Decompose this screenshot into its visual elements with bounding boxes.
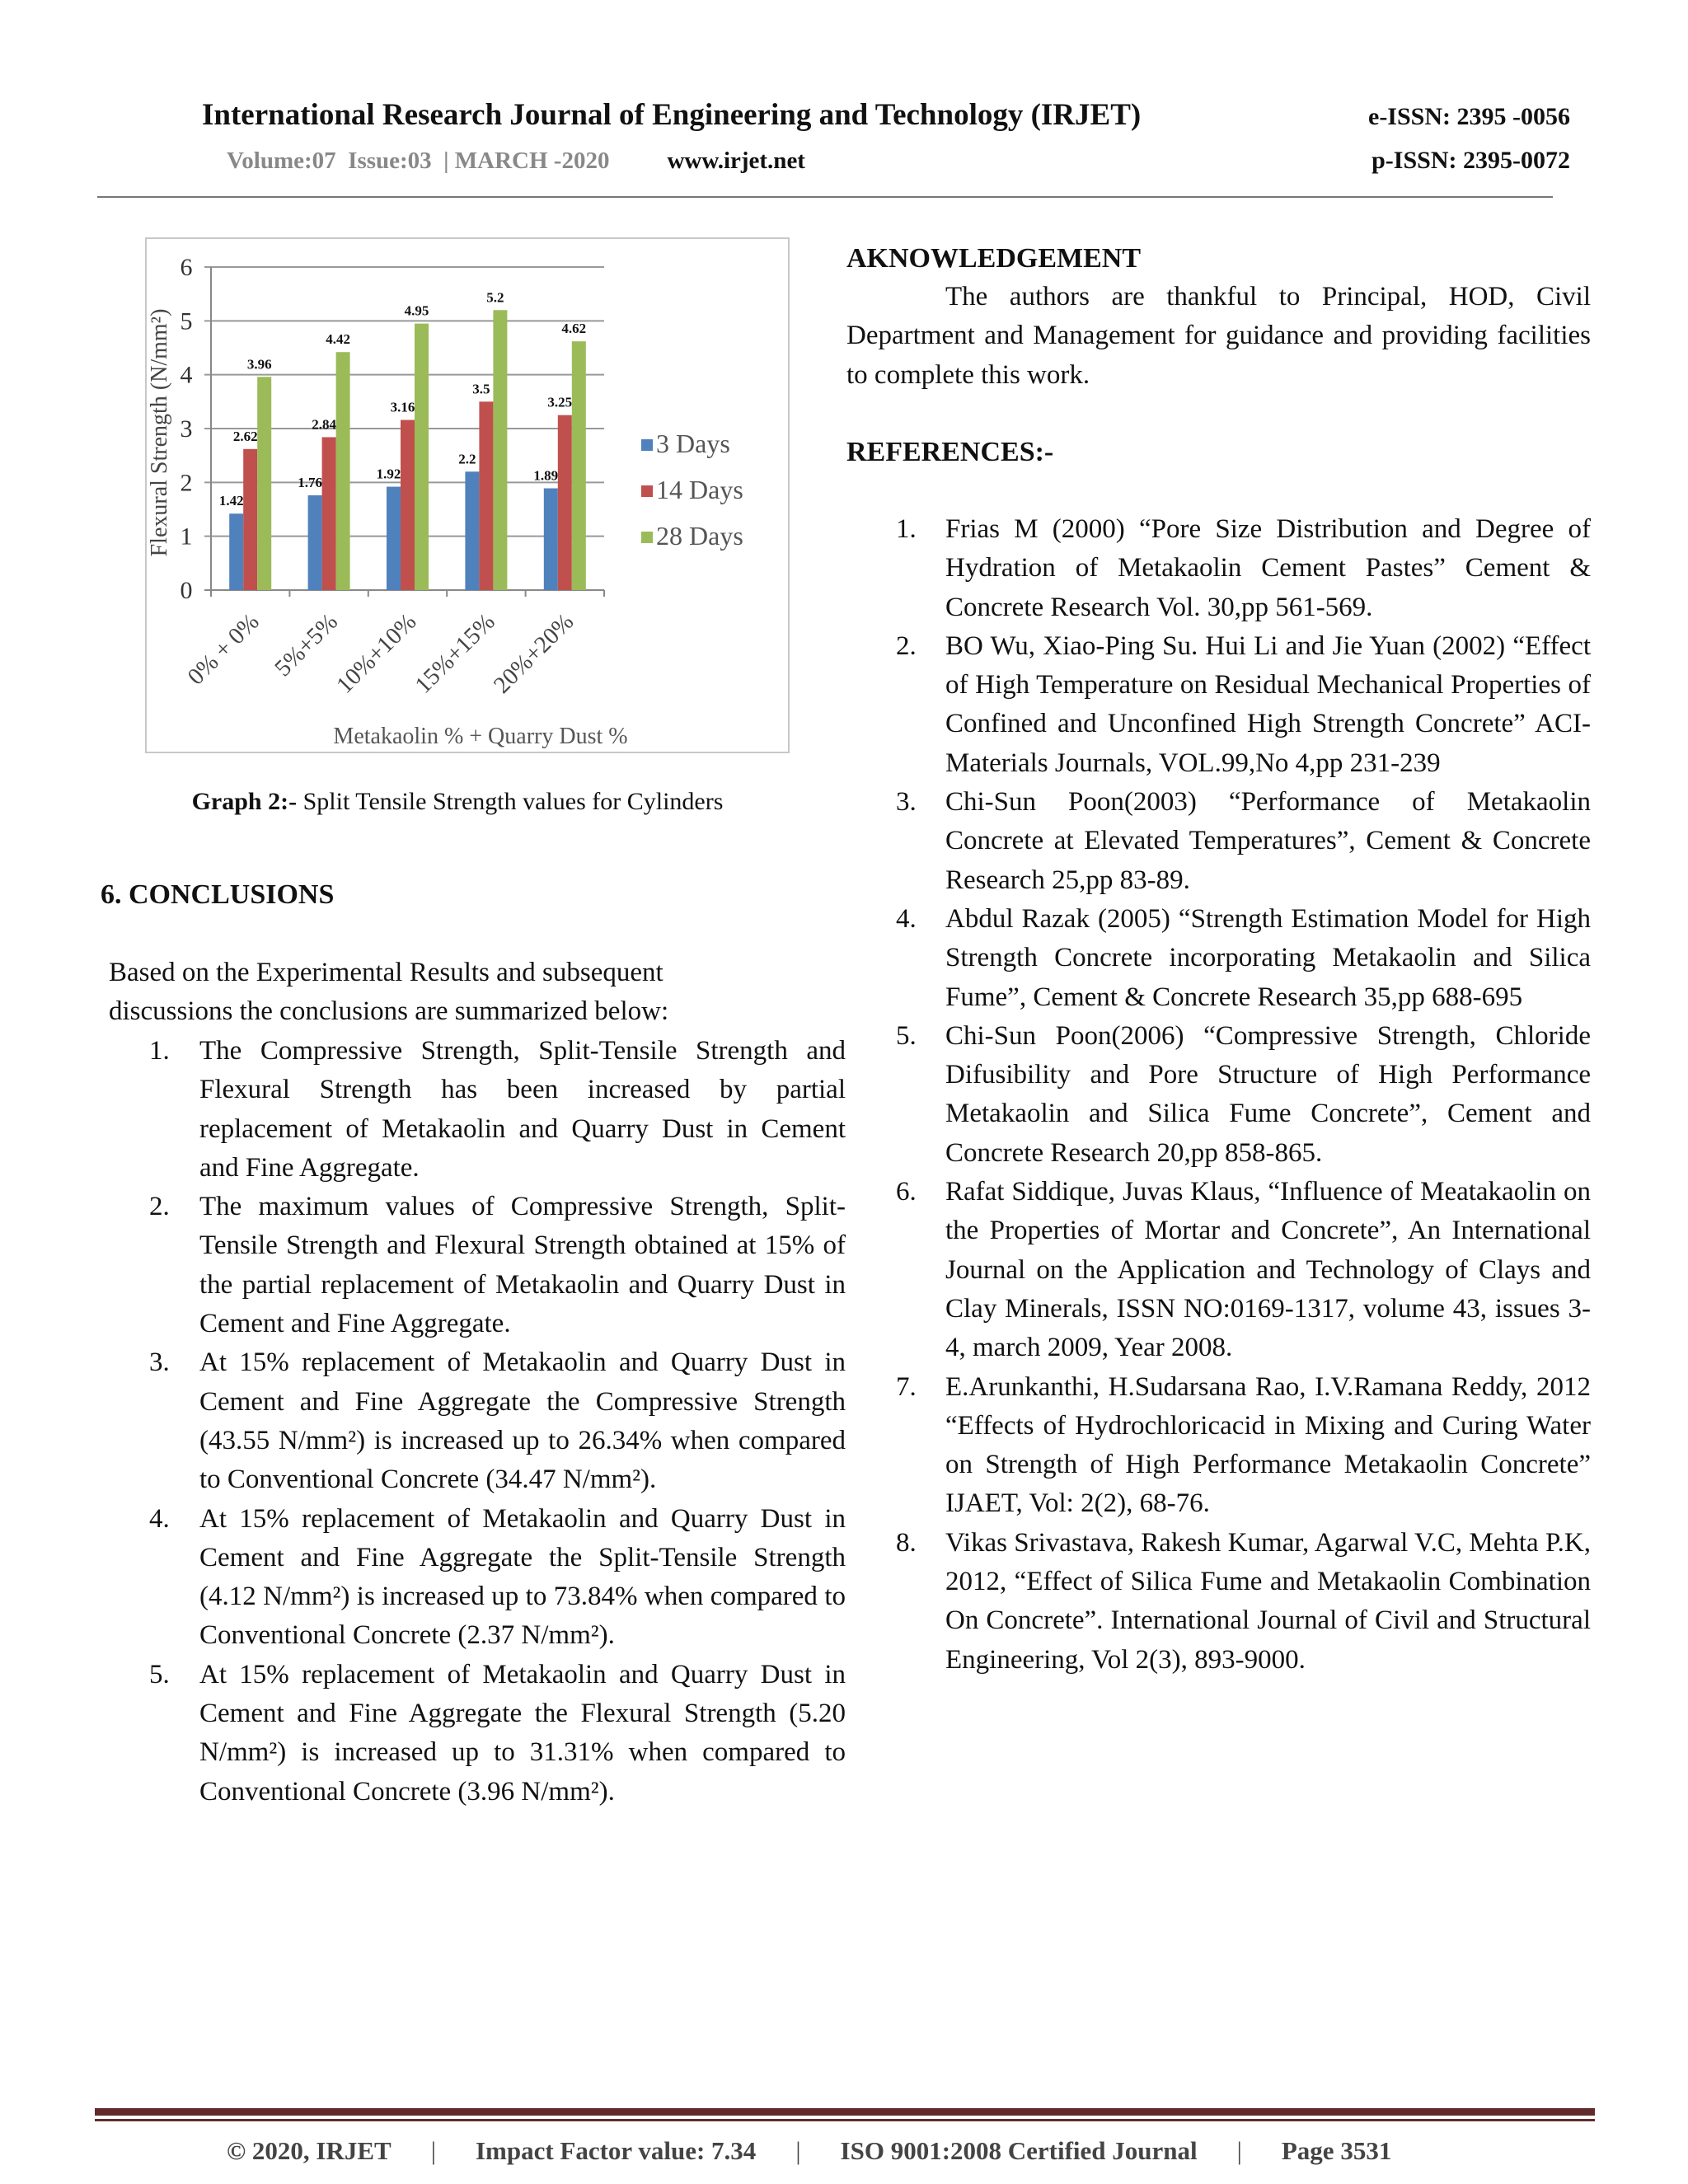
list-number: 3. bbox=[149, 1347, 170, 1378]
footer-separator: | bbox=[430, 2136, 436, 2165]
header-divider bbox=[97, 196, 1553, 198]
list-number: 5. bbox=[149, 1659, 170, 1690]
x-tick-label: 5%+5% bbox=[270, 608, 344, 682]
data-label: 3.16 bbox=[390, 399, 415, 415]
list-number: 2. bbox=[149, 1192, 170, 1222]
bar-3-days bbox=[465, 471, 479, 590]
list-text: At 15% replacement of Metakaolin and Quarry Dust in Cement and Fine Aggregate the Flexural Strength (5.20 N/mm²) is increased up to 31.31% when compared to Conventional Concrete (3.96 N/mm²). bbox=[199, 1659, 846, 1807]
acknowledgement-heading: AKNOWLEDGEMENT bbox=[846, 243, 1142, 274]
list-number: 3. bbox=[896, 787, 917, 818]
list-item bbox=[149, 1188, 846, 1343]
legend-swatch bbox=[641, 532, 653, 543]
list-text: At 15% replacement of Metakaolin and Quarry Dust in Cement and Fine Aggregate the Compressive Strength (43.55 N/mm²) is increased up to 26.34% when compared to Conventional Concrete (34.47 N/mm²). bbox=[199, 1347, 846, 1495]
data-label: 3.25 bbox=[547, 394, 573, 410]
conclusions-intro bbox=[109, 954, 851, 1032]
list-item bbox=[149, 1343, 846, 1499]
intro-line: discussions the conclusions are summarized below: bbox=[109, 996, 669, 1027]
bar-3-days bbox=[308, 495, 322, 590]
caption-label: Graph 2:- bbox=[191, 788, 298, 815]
list-number: 4. bbox=[149, 1503, 170, 1534]
list-item bbox=[896, 1173, 1591, 1367]
bar-28-days bbox=[336, 352, 350, 590]
list-text: Chi-Sun Poon(2003) “Performance of Metakaolin Concrete at Elevated Temperatures”, Cement & Concrete Research 25,pp 83-89. bbox=[945, 787, 1591, 895]
conclusions-heading: 6. CONCLUSIONS bbox=[101, 879, 335, 910]
volume-issue: Volume:07 Issue:03 | MARCH -2020 bbox=[227, 148, 610, 174]
list-number: 6. bbox=[896, 1177, 917, 1207]
x-tick-label: 10%+10% bbox=[331, 608, 422, 699]
list-item bbox=[896, 1017, 1591, 1173]
y-tick-label: 4 bbox=[180, 361, 193, 389]
data-label: 4.42 bbox=[326, 331, 350, 348]
x-tick-label: 15%+15% bbox=[410, 608, 500, 699]
caption-text: Split Tensile Strength values for Cylinders bbox=[297, 788, 724, 815]
legend-swatch bbox=[641, 439, 653, 451]
legend-swatch bbox=[641, 485, 653, 497]
data-label: 5.2 bbox=[486, 289, 504, 306]
chart-svg bbox=[147, 239, 788, 752]
list-item bbox=[896, 510, 1591, 627]
list-number: 5. bbox=[896, 1020, 917, 1051]
flexural-strength-chart bbox=[145, 237, 790, 753]
list-item bbox=[896, 900, 1591, 1017]
bar-14-days bbox=[322, 437, 336, 590]
footer-rule bbox=[95, 2119, 1595, 2121]
y-tick-label: 0 bbox=[180, 577, 193, 604]
bar-28-days bbox=[572, 341, 586, 590]
bar-14-days bbox=[401, 420, 415, 590]
y-tick-label: 6 bbox=[180, 254, 193, 281]
data-label: 2.2 bbox=[458, 451, 476, 467]
bar-14-days bbox=[243, 449, 257, 590]
footer-iso: ISO 9001:2008 Certified Journal bbox=[840, 2136, 1198, 2165]
bar-3-days bbox=[229, 513, 243, 590]
y-tick-label: 2 bbox=[180, 469, 193, 497]
list-text: At 15% replacement of Metakaolin and Quarry Dust in Cement and Fine Aggregate the Split-Tensile Strength (4.12 N/mm²) is increased up to 73.84% when compared to Conventional Concrete (2.37 N/mm²). bbox=[199, 1503, 846, 1651]
figure-caption bbox=[99, 788, 816, 816]
p-issn: p-ISSN: 2395-0072 bbox=[1372, 147, 1570, 174]
list-item bbox=[896, 1524, 1591, 1680]
data-label: 4.95 bbox=[404, 302, 429, 319]
footer bbox=[227, 2136, 1512, 2166]
y-tick-label: 3 bbox=[180, 415, 193, 443]
list-text: The maximum values of Compressive Strength, Split-Tensile Strength and Flexural Strength obtained at 15% of the partial replacement of Metakaolin and Quarry Dust in Cement and Fine Aggregate. bbox=[199, 1192, 846, 1339]
journal-title: International Research Journal of Engineering and Technology (IRJET) bbox=[202, 98, 1142, 132]
list-item bbox=[149, 1500, 846, 1656]
list-text: Rafat Siddique, Juvas Klaus, “Influence of Meatakaolin on the Properties of Mortar and Concrete”, An International Journal on the Application and Technology of Clays and Clay Minerals, ISSN NO:0169-1317, volume 43, issues 3-4, march 2009, Year 2008. bbox=[945, 1177, 1591, 1363]
y-axis-label: Flexural Strength (N/mm²) bbox=[147, 308, 172, 557]
y-tick-label: 5 bbox=[180, 307, 193, 335]
conclusions-list bbox=[149, 1032, 846, 1811]
list-item bbox=[149, 1032, 846, 1188]
references-heading: REFERENCES:- bbox=[846, 437, 1054, 467]
header-row-volume bbox=[227, 147, 1570, 175]
data-label: 4.62 bbox=[561, 321, 587, 337]
y-tick-label: 1 bbox=[180, 523, 193, 551]
legend-label: 28 Days bbox=[656, 521, 743, 551]
list-text: BO Wu, Xiao-Ping Su. Hui Li and Jie Yuan (2002) “Effect of High Temperature on Residual Mechanical Properties of Confined and Unconfined High Strength Concrete” ACI-Materials Journals, VOL.99,No 4,pp 231-239 bbox=[945, 630, 1591, 778]
footer-copyright: © 2020, IRJET bbox=[227, 2136, 392, 2165]
x-axis-label: Metakaolin % + Quarry Dust % bbox=[333, 724, 628, 749]
list-number: 8. bbox=[896, 1527, 917, 1558]
header-row-title bbox=[202, 97, 1570, 133]
list-text: The Compressive Strength, Split-Tensile Strength and Flexural Strength has been increased by partial replacement of Metakaolin and Quarry Dust in Cement and Fine Aggregate. bbox=[199, 1036, 846, 1183]
data-label: 2.62 bbox=[232, 428, 258, 444]
list-item bbox=[896, 783, 1591, 900]
list-text: E.Arunkanthi, H.Sudarsana Rao, I.V.Ramana Reddy, 2012 “Effects of Hydrochloricacid in Mixing and Curing Water on Strength of High Performance Metakaolin Concrete” IJAET, Vol: 2(2), 68-76. bbox=[945, 1371, 1591, 1519]
bar-28-days bbox=[493, 310, 507, 590]
acknowledgement-text: The authors are thankful to Principal, HOD, Civil Department and Management for guidance and providing facilities to complete this work. bbox=[846, 282, 1591, 390]
data-label: 3.5 bbox=[472, 381, 490, 397]
data-label: 1.76 bbox=[298, 475, 322, 491]
data-label: 1.92 bbox=[376, 466, 401, 482]
list-text: Frias M (2000) “Pore Size Distribution and Degree of Hydration of Metakaolin Cement Pastes” Cement & Concrete Research Vol. 30,pp 561-569. bbox=[945, 514, 1591, 622]
bar-3-days bbox=[544, 489, 558, 590]
references-list bbox=[896, 510, 1591, 1680]
footer-page-number: Page 3531 bbox=[1281, 2136, 1392, 2165]
bar-28-days bbox=[415, 324, 429, 590]
list-item bbox=[149, 1656, 846, 1811]
data-label: 2.84 bbox=[312, 416, 336, 433]
bar-14-days bbox=[558, 415, 572, 590]
x-tick-label: 0% + 0% bbox=[182, 608, 265, 691]
journal-website: www.irjet.net bbox=[667, 148, 805, 174]
footer-separator: | bbox=[1236, 2136, 1242, 2165]
footer-separator: | bbox=[795, 2136, 801, 2165]
data-label: 1.42 bbox=[218, 493, 244, 509]
bar-3-days bbox=[387, 487, 401, 590]
legend-label: 14 Days bbox=[656, 475, 743, 504]
legend-label: 3 Days bbox=[656, 429, 730, 458]
list-item bbox=[896, 627, 1591, 783]
list-number: 2. bbox=[896, 630, 917, 661]
data-label: 3.96 bbox=[246, 356, 272, 373]
list-number: 1. bbox=[149, 1036, 170, 1066]
list-text: Chi-Sun Poon(2006) “Compressive Strength, Chloride Difusibility and Pore Structure of High Performance Metakaolin and Silica Fume Concrete”, Cement and Concrete Research 20,pp 858-865. bbox=[945, 1020, 1591, 1168]
x-tick-label: 20%+20% bbox=[488, 608, 579, 699]
e-issn: e-ISSN: 2395 -0056 bbox=[1368, 103, 1570, 130]
footer-rule bbox=[95, 2108, 1595, 2116]
data-label: 1.89 bbox=[533, 467, 559, 484]
bar-14-days bbox=[479, 401, 493, 590]
footer-impact-factor: Impact Factor value: 7.34 bbox=[475, 2136, 757, 2165]
list-text: Abdul Razak (2005) “Strength Estimation Model for High Strength Concrete incorporating Metakaolin and Silica Fume”, Cement & Concrete Research 35,pp 688-695 bbox=[945, 903, 1591, 1012]
list-item bbox=[896, 1368, 1591, 1524]
bar-28-days bbox=[257, 377, 271, 590]
list-number: 7. bbox=[896, 1371, 917, 1402]
list-number: 4. bbox=[896, 903, 917, 934]
intro-line: Based on the Experimental Results and subsequent bbox=[109, 958, 663, 987]
list-text: Vikas Srivastava, Rakesh Kumar, Agarwal V.C, Mehta P.K, 2012, “Effect of Silica Fume and Metakaolin Combination On Concrete”. International Journal of Civil and Structural Engineering, Vol 2(3), 893-9000. bbox=[945, 1527, 1591, 1675]
list-number: 1. bbox=[896, 514, 917, 544]
